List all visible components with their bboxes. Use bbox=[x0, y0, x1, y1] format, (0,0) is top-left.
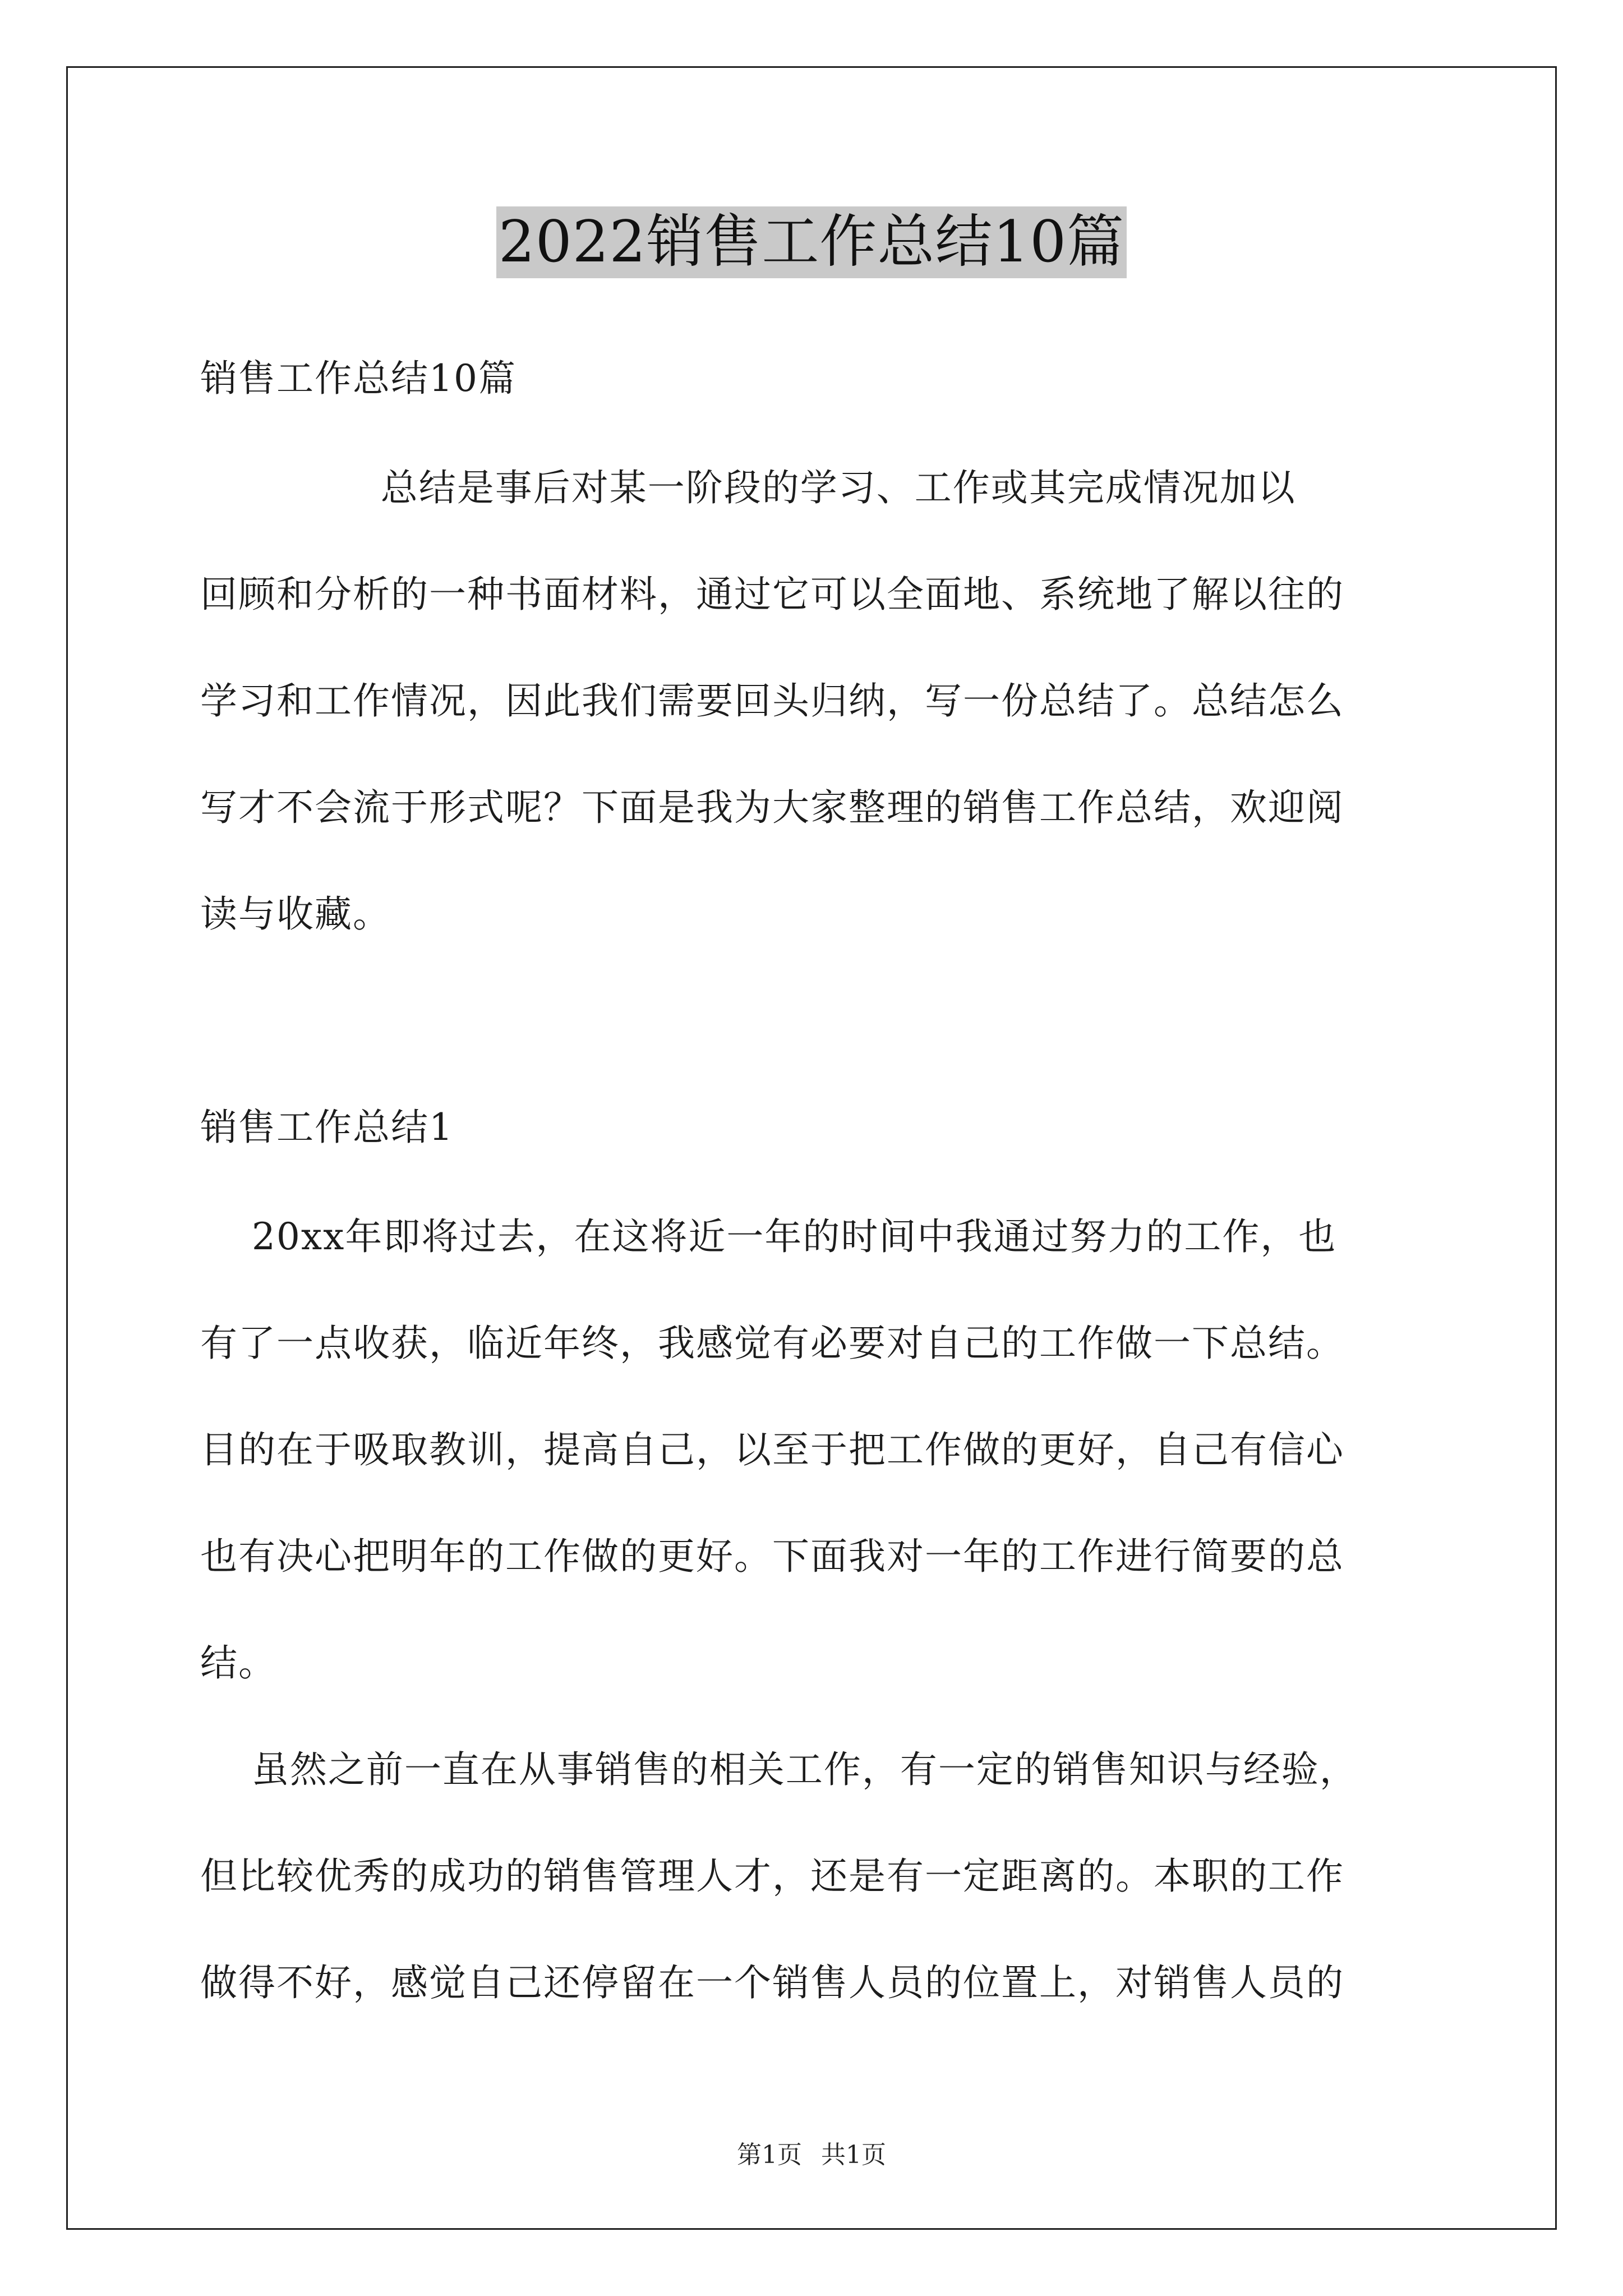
body-line: 目的在于吸取教训，提高自己，以至于把工作做的更好，自己有信心 bbox=[200, 1428, 1344, 1471]
page-number: 第1页 bbox=[737, 2141, 802, 2169]
body-line: 也有决心把明年的工作做的更好。下面我对一年的工作进行简要的总 bbox=[200, 1535, 1344, 1578]
body-line: 结。 bbox=[200, 1641, 276, 1685]
intro-line: 总结是事后对某一阶段的学习、工作或其完成情况加以 bbox=[200, 466, 1296, 509]
body-line: 虽然之前一直在从事销售的相关工作，有一定的销售知识与经验， bbox=[200, 1748, 1358, 1791]
intro-line: 学习和工作情况，因此我们需要回头归纳，写一份总结了。总结怎么 bbox=[200, 679, 1344, 723]
page-total: 共1页 bbox=[821, 2141, 886, 2169]
body-line: 有了一点收获，临近年终，我感觉有必要对自己的工作做一下总结。 bbox=[200, 1322, 1344, 1365]
body-line: 20xx年即将过去，在这将近一年的时间中我通过努力的工作，也 bbox=[200, 1215, 1337, 1258]
intro-line: 回顾和分析的一种书面材料，通过它可以全面地、系统地了解以往的 bbox=[200, 573, 1344, 616]
intro-paragraph bbox=[200, 435, 1428, 968]
section-heading: 销售工作总结1 bbox=[200, 1106, 454, 1149]
body-line: 做得不好，感觉自己还停留在一个销售人员的位置上，对销售人员的 bbox=[200, 1961, 1344, 2004]
section-heading-block bbox=[200, 1074, 1428, 1181]
body-line: 但比较优秀的成功的销售管理人才，还是有一定距离的。本职的工作 bbox=[200, 1855, 1344, 1898]
page-footer bbox=[0, 2134, 1623, 2170]
document-subtitle: 销售工作总结10篇 bbox=[200, 357, 517, 400]
subtitle-block bbox=[200, 325, 1428, 432]
intro-line: 读与收藏。 bbox=[200, 892, 391, 936]
intro-line: 写才不会流于形式呢？下面是我为大家整理的销售工作总结，欢迎阅 bbox=[200, 786, 1344, 829]
body-paragraphs bbox=[200, 1184, 1428, 2036]
title-container bbox=[0, 206, 1623, 278]
document-title: 2022销售工作总结10篇 bbox=[496, 206, 1127, 278]
